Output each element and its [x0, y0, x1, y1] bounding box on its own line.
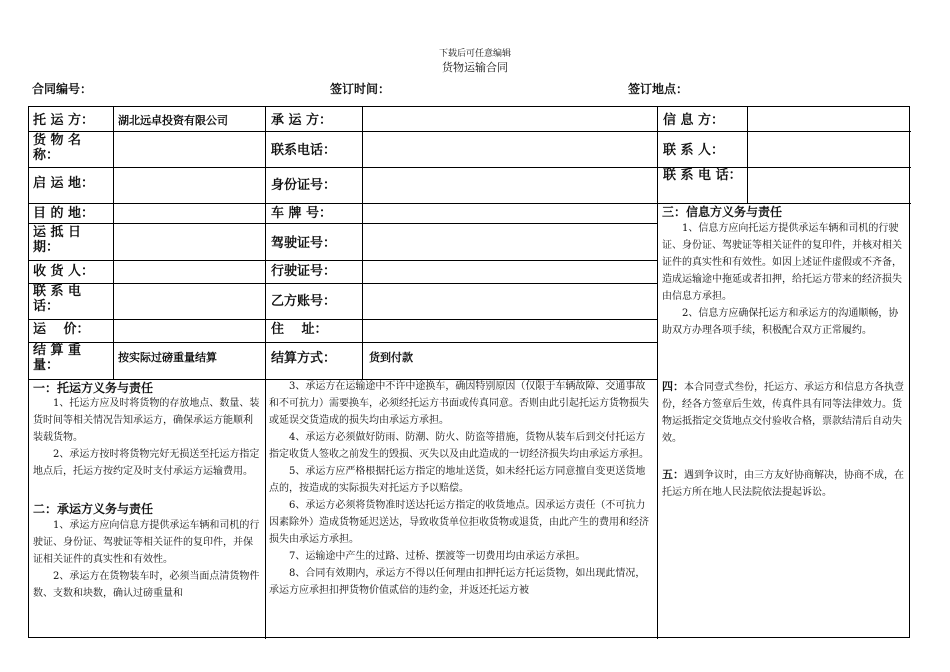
- section3-body: [662, 220, 908, 339]
- settle-method-value: 货到付款: [369, 351, 413, 364]
- goods-name-label: 货 物 名 称：: [33, 133, 82, 163]
- shipper-label: 托 运 方：: [33, 113, 95, 128]
- middle-paragraph-7: 7、运输途中产生的过路、过桥、摆渡等一切费用均由承运方承担。: [289, 551, 586, 562]
- download-note: 下载后可任意编辑: [438, 49, 511, 59]
- settle-method-label: 结算方式：: [271, 351, 337, 366]
- settle-weight-value: 按实际过磅重量结算: [118, 351, 217, 364]
- section3-title: 三：信息方义务与责任: [662, 205, 783, 219]
- origin-label: 启 运 地：: [33, 176, 95, 191]
- info-party-label: 信 息 方：: [663, 113, 725, 128]
- ship-date-label: 运 抵 日 期：: [33, 225, 82, 255]
- account-label: 乙方账号：: [271, 294, 337, 309]
- section2-paragraph-1: 1、承运方应向信息方提供承运车辆和司机的行驶证、身份证、驾驶证等相关证件的复印件，并保证相关证件的真实性和有效性。: [33, 520, 260, 565]
- middle-paragraph-3: 3、承运方在运输途中不许中途换车，确因特别原因（仅限于车辆故障、交通事故和不可抗力）需要换车，必须经托运方书面或传真同意。否则由此引起托运方货物损失或延误交货造成的损失均由承运方承担。: [269, 381, 649, 426]
- destination-label: 目 的 地：: [33, 206, 95, 221]
- sign-time-label: 签订时间：: [330, 82, 391, 96]
- info-phone-label: 联 系 电 话：: [663, 168, 742, 183]
- contact-label: 联 系 人：: [663, 143, 725, 158]
- driver-license-label: 驾驶证号：: [271, 236, 337, 251]
- settle-weight-label: 结 算 重 量：: [33, 343, 82, 373]
- section1-paragraph-2: 2、承运方按时将货物完好无损送至托运方指定地点后，托运方按约定及时支付承运方运输费用。: [33, 449, 260, 477]
- address-label: 住 址：: [271, 322, 328, 337]
- section5-text: 遇到争议时，由三方友好协商解决，协商不成，在托运方所在地人民法院依法提起诉讼。: [662, 470, 904, 498]
- section4-text: 本合同壹式叁份，托运方、承运方和信息方各执壹份，经各方签章后生效，传真件具有同等法律效力。货物运抵指定交货地点交付验收合格，票款结清后自动失效。: [662, 382, 904, 444]
- section2-paragraph-2: 2、承运方在货物装车时，必须当面点清货物件数、支数和块数，确认过磅重量和: [33, 571, 260, 599]
- carrier-label: 承 运 方：: [271, 113, 333, 128]
- middle-paragraph-5: 5、承运方应严格根据托运方指定的地址送货，如未经托运方同意擅自变更送货地点的，按造成的实际损失对托运方予以赔偿。: [269, 466, 646, 494]
- section1-body: [33, 395, 262, 480]
- vehicle-license-label: 行驶证号：: [271, 264, 337, 279]
- section2-title: 二：承运方义务与责任: [33, 502, 154, 516]
- section3-paragraph-2: 2、信息方应确保托运方和承运方的沟通顺畅，协助双方办理各项手续，积极配合双方正常履约。: [662, 308, 899, 336]
- sign-place-label: 签订地点：: [628, 82, 689, 96]
- middle-paragraph-4: 4、承运方必须做好防雨、防潮、防火、防盗等措施，货物从装车后到交付托运方指定收货人签收之前发生的毁损、灭失以及由此造成的一切经济损失均由承运方承担。: [269, 432, 649, 460]
- section3-paragraph-1: 1、信息方应向托运方提供承运车辆和司机的行驶证、身份证、驾驶证等相关证件的复印件，并核对相关证件的真实性和有效性。如因上述证件虚假或不齐备，造成运输途中拖延或者扣押，给托运方带来的经济损失由信息方承担。: [662, 223, 902, 302]
- carrier-duties-body: [269, 378, 651, 599]
- receiver-label: 收 货 人：: [33, 264, 95, 279]
- plate-number-label: 车 牌 号：: [271, 206, 333, 221]
- middle-paragraph-8: 8、合同有效期内，承运方不得以任何理由扣押托运方托运货物，如出现此情况，承运方应承担扣押货物价值贰倍的违约金，并返还托运方被: [269, 568, 646, 596]
- contract-number-label: 合同编号：: [32, 82, 93, 96]
- price-label: 运 价：: [33, 322, 90, 337]
- receiver-phone-label: 联 系 电 话：: [33, 284, 82, 314]
- id-number-label: 身份证号：: [271, 178, 337, 193]
- section1-paragraph-1: 1、托运方应及时将货物的存放地点、数量、装货时间等相关情况告知承运方，确保承运方能顺利装载货物。: [33, 398, 260, 443]
- middle-paragraph-6: 6、承运方必须将货物准时送达托运方指定的收货地点。因承运方责任（不可抗力因素除外）造成货物延迟送达，导致收货单位拒收货物或退货，由此产生的费用和经济损失由承运方承担。: [269, 500, 649, 545]
- carrier-phone-label: 联系电话：: [271, 143, 337, 158]
- section5-body: [662, 466, 908, 501]
- section1-title: 一：托运方义务与责任: [33, 381, 154, 395]
- section4-label: 四：: [662, 380, 684, 393]
- section5-label: 五：: [662, 468, 684, 481]
- shipper-value: 湖北远卓投资有限公司: [118, 114, 228, 127]
- section4-body: [662, 378, 908, 447]
- section2-body: [33, 517, 262, 602]
- document-title: 货物运输合同: [442, 61, 508, 74]
